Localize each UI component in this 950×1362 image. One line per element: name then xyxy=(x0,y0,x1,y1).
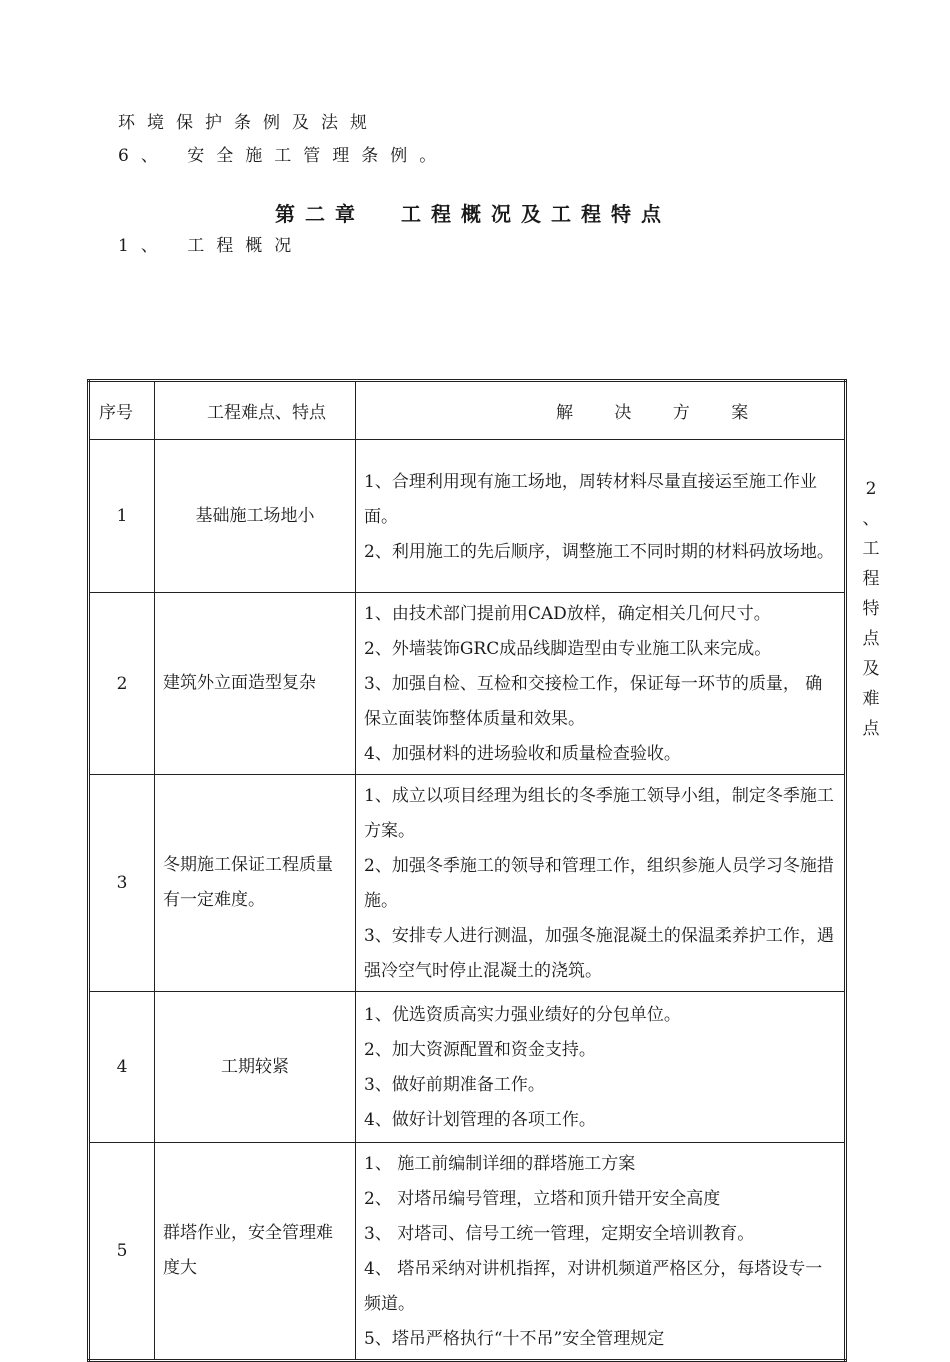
solution-item: 4、做好计划管理的各项工作。 xyxy=(364,1110,596,1130)
row-difficulty: 冬期施工保证工程质量有一定难度。 xyxy=(155,775,356,992)
table-row xyxy=(89,992,846,1143)
table-row xyxy=(89,775,846,992)
row-number: 2 xyxy=(89,593,155,775)
row-number: 1 xyxy=(89,440,155,593)
row-number: 4 xyxy=(89,992,155,1143)
row-difficulty: 工期较紧 xyxy=(155,992,356,1143)
header-difficulty: 工程难点、特点 xyxy=(155,381,356,440)
side-char: 难 xyxy=(862,689,880,709)
solution-item: 2、加强冬季施工的领导和管理工作，组织参施人员学习冬施措施。 xyxy=(364,856,834,911)
solution-item: 1、优选资质高实力强业绩好的分包单位。 xyxy=(364,1005,681,1025)
solution-item: 4、 塔吊采纳对讲机指挥，对讲机频道严格区分，每塔设专一频道。 xyxy=(364,1259,823,1314)
solution-item: 1、 施工前编制详细的群塔施工方案 xyxy=(364,1154,636,1174)
solution-item: 2、利用施工的先后顺序，调整施工不同时期的材料码放场地。 xyxy=(364,541,834,562)
solution-item: 2、 对塔吊编号管理，立塔和顶升错开安全高度 xyxy=(364,1189,721,1209)
solution-item: 3、加强自检、互检和交接检工作，保证每一环节的质量， 确保立面装饰整体质量和效果。 xyxy=(364,674,823,729)
difficulty-table xyxy=(87,379,847,1362)
side-char: 2 xyxy=(865,479,877,499)
solution-item: 2、外墙装饰GRC成品线脚造型由专业施工队来完成。 xyxy=(364,639,772,659)
row-solutions xyxy=(356,593,846,775)
chapter-name: 工程概况及工程特点 xyxy=(401,202,671,226)
side-char: 特 xyxy=(862,599,880,619)
table-header-row xyxy=(89,381,846,440)
solution-item: 1、由技术部门提前用CAD放样，确定相关几何尺寸。 xyxy=(364,604,771,624)
row-number: 3 xyxy=(89,775,155,992)
row-number: 5 xyxy=(89,1143,155,1361)
row-solutions xyxy=(356,992,846,1143)
table-row xyxy=(89,1143,846,1361)
side-char: 程 xyxy=(862,569,880,589)
solution-item: 1、成立以项目经理为组长的冬季施工领导小组，制定冬季施工方案。 xyxy=(364,786,834,841)
solution-item: 3、 对塔司、信号工统一管理，定期安全培训教育。 xyxy=(364,1224,755,1244)
solution-item: 3、安排专人进行测温，加强冬施混凝土的保温柔养护工作，遇强冷空气时停止混凝土的浇筑。 xyxy=(364,926,834,981)
row-difficulty: 建筑外立面造型复杂 xyxy=(155,593,356,775)
section-heading-overview: 1、 工程概况 xyxy=(118,236,304,256)
row-solutions xyxy=(356,775,846,992)
chapter-number: 第二章 xyxy=(275,202,365,226)
regulation-line-environment: 环境保护条例及法规 xyxy=(118,113,379,133)
row-difficulty: 群塔作业，安全管理难度大 xyxy=(155,1143,356,1361)
side-char: 工 xyxy=(862,539,880,559)
side-char: 及 xyxy=(862,659,880,679)
solution-item: 3、做好前期准备工作。 xyxy=(364,1075,545,1095)
side-char: 、 xyxy=(862,509,880,529)
row-difficulty: 基础施工场地小 xyxy=(155,440,356,593)
row-solutions xyxy=(356,1143,846,1361)
regulation-line-safety: 6、 安全施工管理条例。 xyxy=(118,146,449,166)
table-row xyxy=(89,440,846,593)
header-no: 序号 xyxy=(89,381,155,440)
side-heading-features xyxy=(860,474,882,744)
header-solution: 解 决 方 案 xyxy=(356,381,846,440)
side-char: 点 xyxy=(862,629,880,649)
solution-item: 4、加强材料的进场验收和质量检查验收。 xyxy=(364,744,681,764)
chapter-title xyxy=(275,198,671,227)
side-char: 点 xyxy=(862,719,880,739)
solution-item: 1、合理利用现有施工场地，周转材料尽量直接运至施工作业面。 xyxy=(364,471,817,527)
table-row xyxy=(89,593,846,775)
row-solutions xyxy=(356,440,846,593)
solution-item: 2、加大资源配置和资金支持。 xyxy=(364,1040,596,1060)
solution-item: 5、塔吊严格执行“十不吊”安全管理规定 xyxy=(364,1329,665,1349)
